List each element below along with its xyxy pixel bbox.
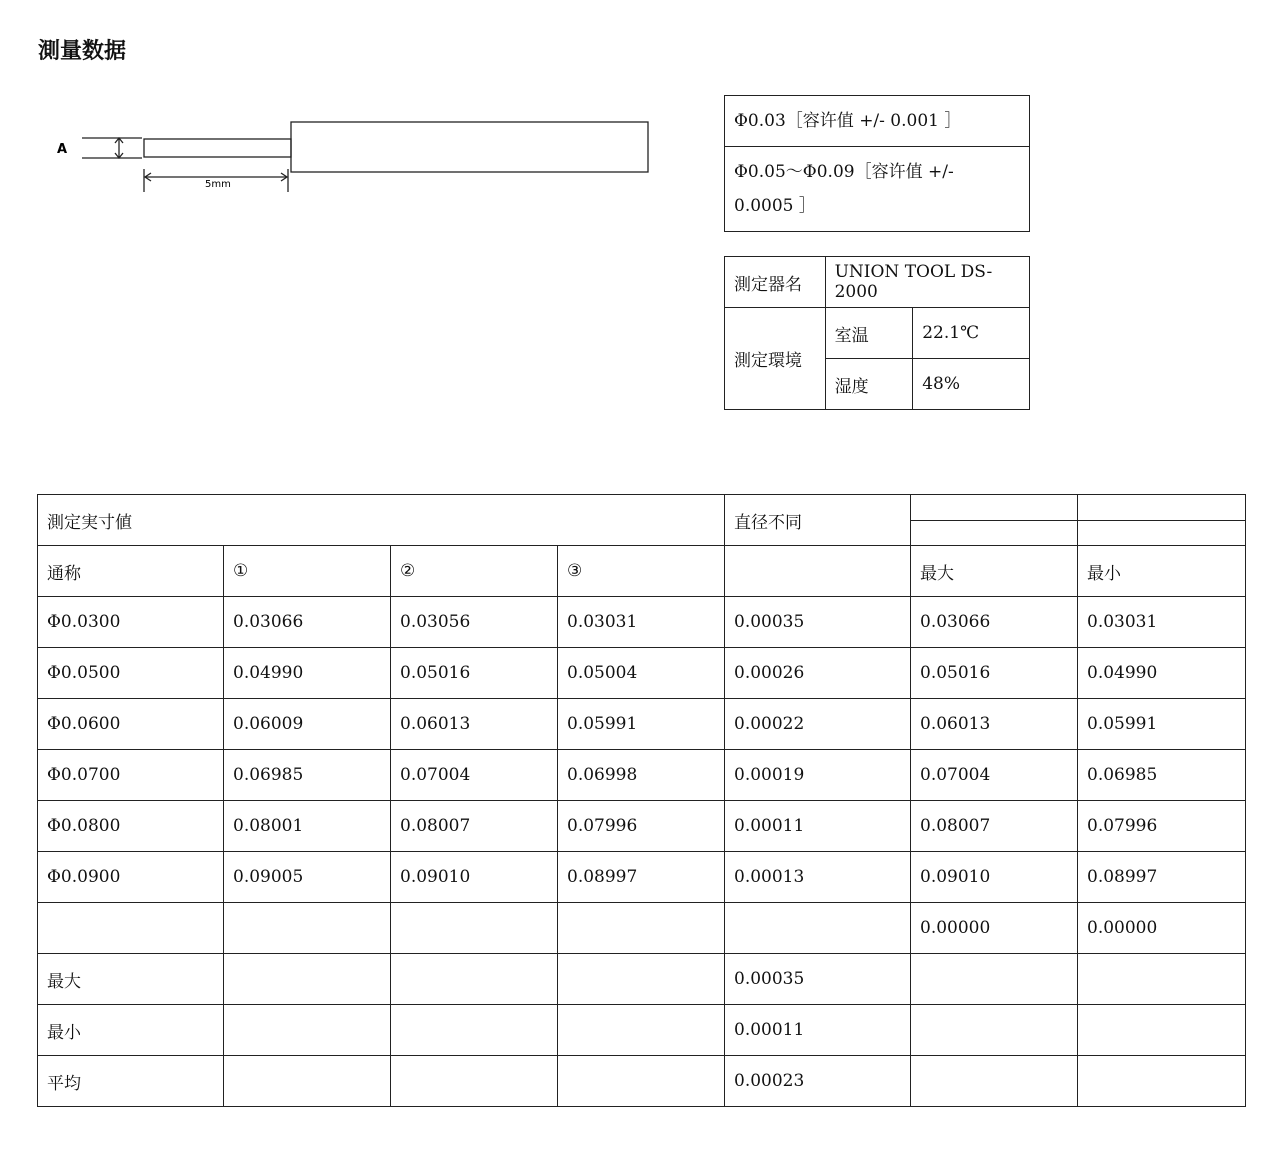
measure-1-cell: 0.03066: [224, 597, 391, 648]
col-measure-3: ③: [558, 546, 725, 597]
instrument-table: [724, 256, 1030, 410]
col-min: 最小: [1078, 546, 1246, 597]
measure-1-cell: 0.08001: [224, 801, 391, 852]
dimension-5mm-label: 5mm: [205, 179, 231, 190]
summary-row-avg: [38, 1056, 1246, 1107]
summary-label: 平均: [38, 1056, 224, 1107]
measure-1-cell: 0.06009: [224, 699, 391, 750]
humidity-value: 48%: [913, 359, 1030, 410]
measure-1-cell: 0.06985: [224, 750, 391, 801]
empty-cell: [224, 954, 391, 1005]
max-cell: 0.05016: [911, 648, 1078, 699]
table-row: [38, 597, 1246, 648]
diff-cell: 0.00019: [725, 750, 911, 801]
diff-cell: 0.00013: [725, 852, 911, 903]
empty-cell: [558, 954, 725, 1005]
summary-row-min: [38, 1005, 1246, 1056]
header-blank-cell: [911, 495, 1078, 521]
empty-cell: [558, 903, 725, 954]
max-cell: 0.07004: [911, 750, 1078, 801]
col-measure-2: ②: [391, 546, 558, 597]
min-cell: 0.04990: [1078, 648, 1246, 699]
empty-cell: [391, 1056, 558, 1107]
min-cell: 0.08997: [1078, 852, 1246, 903]
nominal-cell: Φ0.0300: [38, 597, 224, 648]
empty-cell: [911, 1005, 1078, 1056]
table-row: [38, 852, 1246, 903]
diameter-difference-header: 直径不同: [725, 495, 911, 546]
column-header-row: [38, 546, 1246, 597]
col-diff-blank: [725, 546, 911, 597]
page-title: 測量数据: [38, 39, 127, 64]
min-cell: 0.06985: [1078, 750, 1246, 801]
measure-2-cell: 0.08007: [391, 801, 558, 852]
environment-label: 測定環境: [725, 308, 826, 410]
empty-cell: [725, 903, 911, 954]
empty-cell: [558, 1005, 725, 1056]
table-row: [38, 648, 1246, 699]
table-row: [38, 750, 1246, 801]
measure-3-cell: 0.05004: [558, 648, 725, 699]
empty-cell: [38, 903, 224, 954]
empty-cell: [391, 1005, 558, 1056]
nominal-cell: Φ0.0600: [38, 699, 224, 750]
measure-3-cell: 0.05991: [558, 699, 725, 750]
empty-cell: [224, 1005, 391, 1056]
measure-2-cell: 0.03056: [391, 597, 558, 648]
max-cell: 0.06013: [911, 699, 1078, 750]
instrument-name-value: UNION TOOL DS-2000: [825, 257, 1029, 308]
header-blank-cell: [1078, 495, 1246, 521]
header-blank-cell: [911, 520, 1078, 546]
min-cell: 0.05991: [1078, 699, 1246, 750]
measure-1-cell: 0.09005: [224, 852, 391, 903]
col-nominal: 通称: [38, 546, 224, 597]
empty-cell: [1078, 1005, 1246, 1056]
tolerance-line-1: Φ0.03［容许值 +/- 0.001 ］: [725, 96, 1030, 147]
summary-value: 0.00035: [725, 954, 911, 1005]
col-max: 最大: [911, 546, 1078, 597]
empty-cell: [911, 1056, 1078, 1107]
header-blank-cell: [1078, 520, 1246, 546]
extra-min-cell: 0.00000: [1078, 903, 1246, 954]
empty-cell: [391, 954, 558, 1005]
instrument-name-label: 測定器名: [725, 257, 826, 308]
min-cell: 0.07996: [1078, 801, 1246, 852]
measure-1-cell: 0.04990: [224, 648, 391, 699]
tolerance-line-2b: 0.0005 ］: [734, 196, 816, 216]
table-row: [38, 699, 1246, 750]
empty-cell: [224, 1056, 391, 1107]
measure-2-cell: 0.07004: [391, 750, 558, 801]
nominal-cell: Φ0.0800: [38, 801, 224, 852]
max-cell: 0.08007: [911, 801, 1078, 852]
diff-cell: 0.00011: [725, 801, 911, 852]
humidity-label: 湿度: [825, 359, 913, 410]
measure-3-cell: 0.08997: [558, 852, 725, 903]
tolerance-line-2: [725, 147, 1030, 232]
empty-cell: [224, 903, 391, 954]
col-measure-1: ①: [224, 546, 391, 597]
measured-values-header: 測定実寸値: [38, 495, 725, 546]
tool-body: [291, 122, 648, 172]
max-cell: 0.03066: [911, 597, 1078, 648]
nominal-cell: Φ0.0700: [38, 750, 224, 801]
measure-3-cell: 0.07996: [558, 801, 725, 852]
table-row: [38, 801, 1246, 852]
summary-label: 最大: [38, 954, 224, 1005]
max-cell: 0.09010: [911, 852, 1078, 903]
table-row: [38, 903, 1246, 954]
temperature-label: 室温: [825, 308, 913, 359]
nominal-cell: Φ0.0900: [38, 852, 224, 903]
tool-shank-narrow: [144, 139, 291, 157]
measure-2-cell: 0.06013: [391, 699, 558, 750]
measure-3-cell: 0.06998: [558, 750, 725, 801]
measurement-table: [37, 494, 1246, 1107]
measure-2-cell: 0.09010: [391, 852, 558, 903]
tool-dimension-diagram: [50, 112, 660, 202]
diff-cell: 0.00035: [725, 597, 911, 648]
summary-value: 0.00023: [725, 1056, 911, 1107]
empty-cell: [558, 1056, 725, 1107]
nominal-cell: Φ0.0500: [38, 648, 224, 699]
diff-cell: 0.00022: [725, 699, 911, 750]
temperature-value: 22.1℃: [913, 308, 1030, 359]
measure-3-cell: 0.03031: [558, 597, 725, 648]
dimension-a-label: A: [57, 142, 68, 157]
diff-cell: 0.00026: [725, 648, 911, 699]
tolerance-line-2a: Φ0.05～Φ0.09［容许值 +/-: [734, 162, 954, 182]
summary-label: 最小: [38, 1005, 224, 1056]
empty-cell: [911, 954, 1078, 1005]
empty-cell: [1078, 954, 1246, 1005]
extra-max-cell: 0.00000: [911, 903, 1078, 954]
empty-cell: [1078, 1056, 1246, 1107]
empty-cell: [391, 903, 558, 954]
summary-value: 0.00011: [725, 1005, 911, 1056]
summary-row-max: [38, 954, 1246, 1005]
measure-2-cell: 0.05016: [391, 648, 558, 699]
min-cell: 0.03031: [1078, 597, 1246, 648]
tolerance-table: [724, 95, 1030, 232]
